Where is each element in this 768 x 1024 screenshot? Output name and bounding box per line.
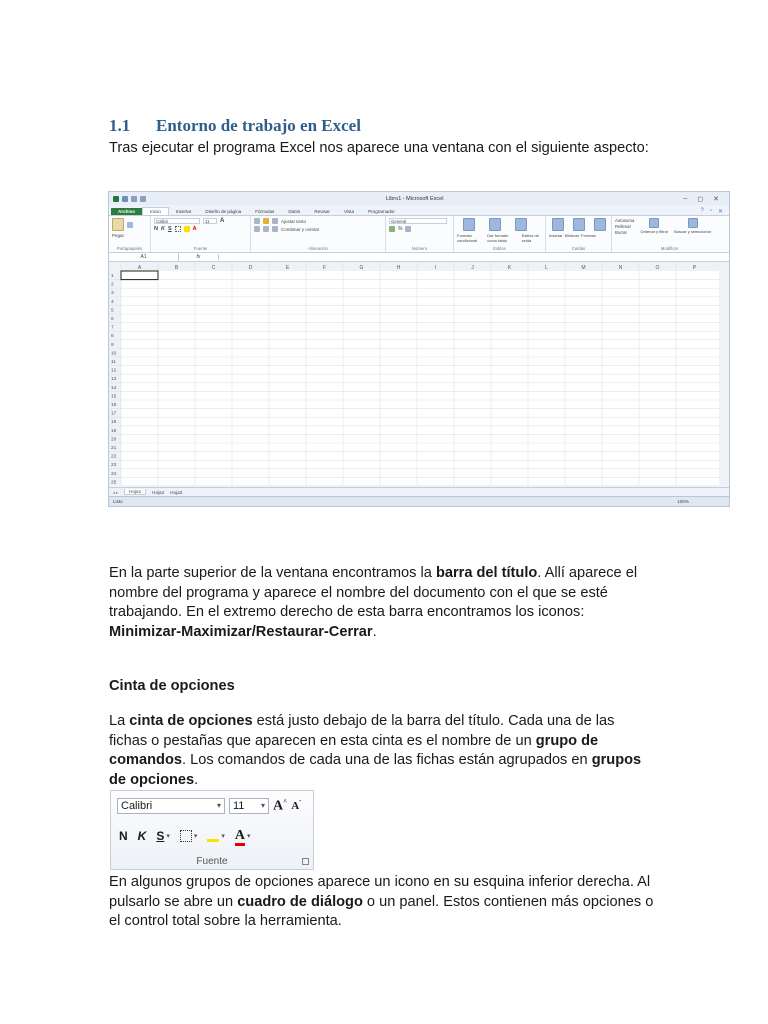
bold-text: Minimizar-Maximizar/Restaurar-Cerrar <box>109 623 373 640</box>
group-fuente <box>151 216 251 252</box>
bold-text: grupo de comandos <box>109 732 599 768</box>
intro-paragraph: Tras ejecutar el programa Excel nos aparece una ventana con el siguiente aspecto: <box>109 140 649 156</box>
grow-font-icon: A <box>220 218 225 224</box>
table-format-icon <box>489 218 501 231</box>
group-label: Portapapeles <box>116 246 143 251</box>
fill-color-button <box>207 830 225 842</box>
row-header-label: 8 <box>111 334 114 340</box>
italic-icon: K <box>160 226 165 232</box>
cell-styles-icon <box>515 218 527 231</box>
row-header-label: 5 <box>111 308 114 314</box>
dialog-launcher-icon <box>302 858 309 865</box>
bold-text: cuadro de diálogo <box>237 893 363 910</box>
row-header-label: 25 <box>111 480 117 485</box>
thousands-icon <box>405 226 411 232</box>
font-group-image <box>110 790 314 870</box>
paste-label: Pegar <box>112 233 125 238</box>
help-icon: ? <box>700 208 704 214</box>
dialog-paragraph <box>109 873 654 932</box>
bold-button: N <box>119 829 128 843</box>
excel-window-title: Libro1 - Microsoft Excel <box>385 195 444 202</box>
row-header-label: 20 <box>111 437 117 443</box>
column-header-label: F <box>322 265 327 271</box>
insert-cells-icon <box>552 218 564 231</box>
active-cell <box>121 271 158 280</box>
column-header-label: B <box>174 265 179 271</box>
column-header-label: K <box>507 265 512 271</box>
row-header-label: 6 <box>111 317 114 322</box>
font-name-value: Calibri <box>121 800 153 813</box>
tab-archivo: Archivo <box>111 208 142 215</box>
format-label: Formato <box>581 233 596 238</box>
currency-icon <box>389 226 395 232</box>
font-group-label: Fuente <box>196 856 228 867</box>
merge-center-label: Combinar y centrar <box>281 226 320 232</box>
row-header-label: 23 <box>111 463 117 469</box>
find-select-icon <box>688 218 698 228</box>
row-header-label: 18 <box>111 420 117 426</box>
sheet-tab-hoja2: Hoja2 <box>152 489 165 495</box>
font-color-button <box>235 828 251 844</box>
column-header-label: C <box>211 265 216 271</box>
text-run: . <box>372 623 377 640</box>
formula-bar <box>109 253 729 262</box>
sheet-tabs <box>109 487 729 496</box>
column-header-label: E <box>285 265 290 271</box>
tab-revisar: Revisar <box>314 209 330 214</box>
section-number: 1.1 <box>109 116 131 135</box>
tab-datos: Datos <box>288 209 301 214</box>
font-size-box: 11 <box>203 218 217 224</box>
text-run: . <box>194 771 199 788</box>
column-header-label: H <box>396 265 401 271</box>
group-label: Modificar <box>660 246 679 251</box>
vertical-scrollbar <box>719 271 729 485</box>
column-header-label: L <box>545 265 548 271</box>
ribbon-paragraph <box>109 712 654 790</box>
restore-icon: ▫ <box>709 208 712 214</box>
group-alineacion <box>251 216 386 252</box>
tab-vista: Vista <box>343 209 355 214</box>
italic-button: K <box>137 829 147 843</box>
align-left-icon <box>254 226 260 232</box>
row-header-label: 22 <box>111 454 117 460</box>
chevron-down-icon: ▾ <box>193 833 198 840</box>
column-header-bar <box>109 263 729 271</box>
row-header-label: 1 <box>111 274 114 279</box>
chevron-down-icon: ▾ <box>260 801 265 811</box>
fill-label: Rellenar <box>615 224 632 229</box>
indent-icon <box>272 226 278 232</box>
bold-text: grupos de opciones <box>109 752 642 788</box>
fx-icon: fx <box>179 254 219 260</box>
text-run: . Los comandos de cada una de las fichas están agrupados en <box>181 752 592 768</box>
chevron-down-icon: ▾ <box>221 833 225 840</box>
tab-insertar: Insertar <box>175 209 192 214</box>
row-header-label: 7 <box>111 325 114 331</box>
sort-filter-icon <box>649 218 659 228</box>
sheet-nav-icon: ◂ ▸ <box>113 489 119 495</box>
row-header-label: 9 <box>111 342 114 348</box>
row-header-label: 15 <box>111 394 117 400</box>
insert-label: Insertar <box>549 233 563 238</box>
font-name-field <box>117 798 225 814</box>
group-label: Fuente <box>193 246 208 251</box>
text-run: La <box>109 713 130 729</box>
borders-button <box>180 830 198 842</box>
percent-icon: % <box>398 226 403 232</box>
font-size-value: 11 <box>233 800 245 813</box>
row-header-label: 12 <box>111 368 117 374</box>
delete-cells-icon <box>573 218 585 231</box>
group-label: Alineación <box>308 246 328 251</box>
column-header-label: M <box>581 265 586 271</box>
row-header-label: 14 <box>111 385 117 391</box>
save-icon <box>122 196 128 202</box>
borders-icon <box>180 830 192 842</box>
tab-formulas: Fórmulas <box>255 209 275 214</box>
conditional-format-icon <box>463 218 475 231</box>
row-header-label: 21 <box>111 446 117 451</box>
align-top-icon <box>254 218 260 224</box>
row-header-label: 4 <box>111 299 114 305</box>
minimize-icon: – <box>683 194 688 202</box>
text-run: o un panel. Estos contienen más opciones o el control total sobre la herramienta. <box>109 893 654 929</box>
underline-button <box>156 829 170 843</box>
status-bar <box>109 496 729 506</box>
font-name-box: Calibri <box>154 218 200 224</box>
text-run: En la parte superior de la ventana encontramos la <box>109 565 436 581</box>
column-header-label: A <box>137 265 142 271</box>
ribbon-tabs <box>109 205 729 215</box>
cell-grid <box>109 263 729 485</box>
font-color-icon: A <box>235 828 245 844</box>
row-header-label: 13 <box>111 377 117 383</box>
row-header-label: 19 <box>111 428 117 434</box>
group-numero <box>386 216 454 252</box>
bold-text: barra del título <box>435 565 538 581</box>
shrink-font-icon: $A^ˇ$ <box>291 800 302 813</box>
sheet-tab-hoja1: Hoja1 <box>124 489 146 495</box>
close-icon: ✕ <box>713 195 719 203</box>
chevron-down-icon: ▾ <box>247 833 251 840</box>
bold-icon: N <box>154 226 158 232</box>
paste-icon <box>112 218 124 231</box>
status-text: Listo <box>113 499 123 504</box>
column-header-label: O <box>655 265 660 271</box>
column-header-label: I <box>434 265 437 271</box>
group-celdas <box>546 216 612 252</box>
section-heading <box>109 116 361 136</box>
find-select-label: Buscar y seleccionar <box>674 229 712 234</box>
row-header-label: 17 <box>111 411 117 417</box>
group-estilos <box>454 216 546 252</box>
sheet-tab-hoja3: Hoja3 <box>170 489 183 495</box>
tab-diseno: Diseño de página <box>205 209 242 214</box>
excel-title-bar <box>109 192 729 205</box>
conditional-format-label: Formato condicional <box>457 233 478 243</box>
row-header-label: 3 <box>111 291 114 297</box>
group-label: Estilos <box>493 246 506 251</box>
row-header-label: 10 <box>111 351 117 357</box>
title-bar-paragraph <box>109 564 654 642</box>
cut-icon <box>127 222 133 228</box>
chevron-down-icon: ▾ <box>216 801 221 811</box>
number-format-box: General <box>389 218 447 224</box>
ribbon <box>109 215 729 253</box>
tab-programador: Programador <box>368 209 395 214</box>
column-header-label: G <box>359 265 364 271</box>
section-title: Entorno de trabajo en Excel <box>156 116 361 135</box>
row-header-label: 11 <box>111 360 116 365</box>
underline-icon: S <box>167 226 172 232</box>
clear-label: Borrar <box>615 230 627 235</box>
fill-bucket-icon <box>207 830 219 842</box>
wrap-text-label: Ajustar texto <box>281 218 307 224</box>
cell-styles-label: Estilos de celda <box>521 233 539 243</box>
font-color-icon: A <box>192 226 197 232</box>
fill-color-icon <box>184 226 190 232</box>
row-header-label: 2 <box>111 282 114 288</box>
delete-label: Eliminar <box>564 233 580 238</box>
text-run: En algunos grupos de opciones aparece un icono en su esquina inferior derecha. Al pulsarlo se abre un <box>109 874 651 910</box>
bold-text: cinta de opciones <box>129 713 253 729</box>
font-size-field <box>229 798 269 814</box>
group-modificar <box>612 216 727 252</box>
group-label: Celdas <box>571 246 586 251</box>
zoom-level: 100% <box>677 499 689 504</box>
borders-icon <box>175 226 181 232</box>
close-doc-icon: ✕ <box>717 209 723 215</box>
excel-window-image <box>108 191 730 507</box>
quick-access-toolbar <box>113 196 146 202</box>
maximize-icon: ◻ <box>697 195 704 203</box>
tab-inicio: Inicio <box>142 207 169 215</box>
undo-icon <box>131 196 137 202</box>
group-label: Número <box>411 246 428 251</box>
column-header-label: N <box>618 265 623 271</box>
autosum-label: Autosuma <box>615 218 635 223</box>
worksheet-grid <box>109 263 729 485</box>
format-cells-icon <box>594 218 606 231</box>
chevron-down-icon: ▾ <box>166 833 170 840</box>
row-header-label: 16 <box>111 403 117 408</box>
align-middle-icon <box>263 218 269 224</box>
table-format-label: Dar formato como tabla <box>487 233 509 243</box>
column-header-label: J <box>471 265 474 271</box>
text-run: . Allí aparece el nombre del programa y aparece el nombre del documento con el que se esté trabajando. En el extremo derecho de esta barra encontramos los iconos: <box>109 565 638 620</box>
row-header-label: 24 <box>111 471 117 477</box>
sort-filter-label: Ordenar y filtrar <box>640 229 669 234</box>
grow-font-icon: A^ <box>273 798 288 814</box>
text-run: está justo debajo de la barra del título. Cada una de las fichas o pestañas que aparecen en esta cinta es el nombre de un <box>109 713 615 749</box>
name-box: A1 <box>109 253 179 261</box>
window-controls <box>683 195 725 203</box>
align-center-icon <box>263 226 269 232</box>
excel-logo-icon <box>113 196 119 202</box>
subheading: Cinta de opciones <box>109 678 235 694</box>
ribbon-help-icons <box>700 208 729 215</box>
underline-label: S <box>156 829 165 843</box>
column-header-label: D <box>248 265 253 271</box>
group-portapapeles <box>109 216 151 252</box>
orientation-icon <box>272 218 278 224</box>
column-header-label: P <box>692 265 697 271</box>
